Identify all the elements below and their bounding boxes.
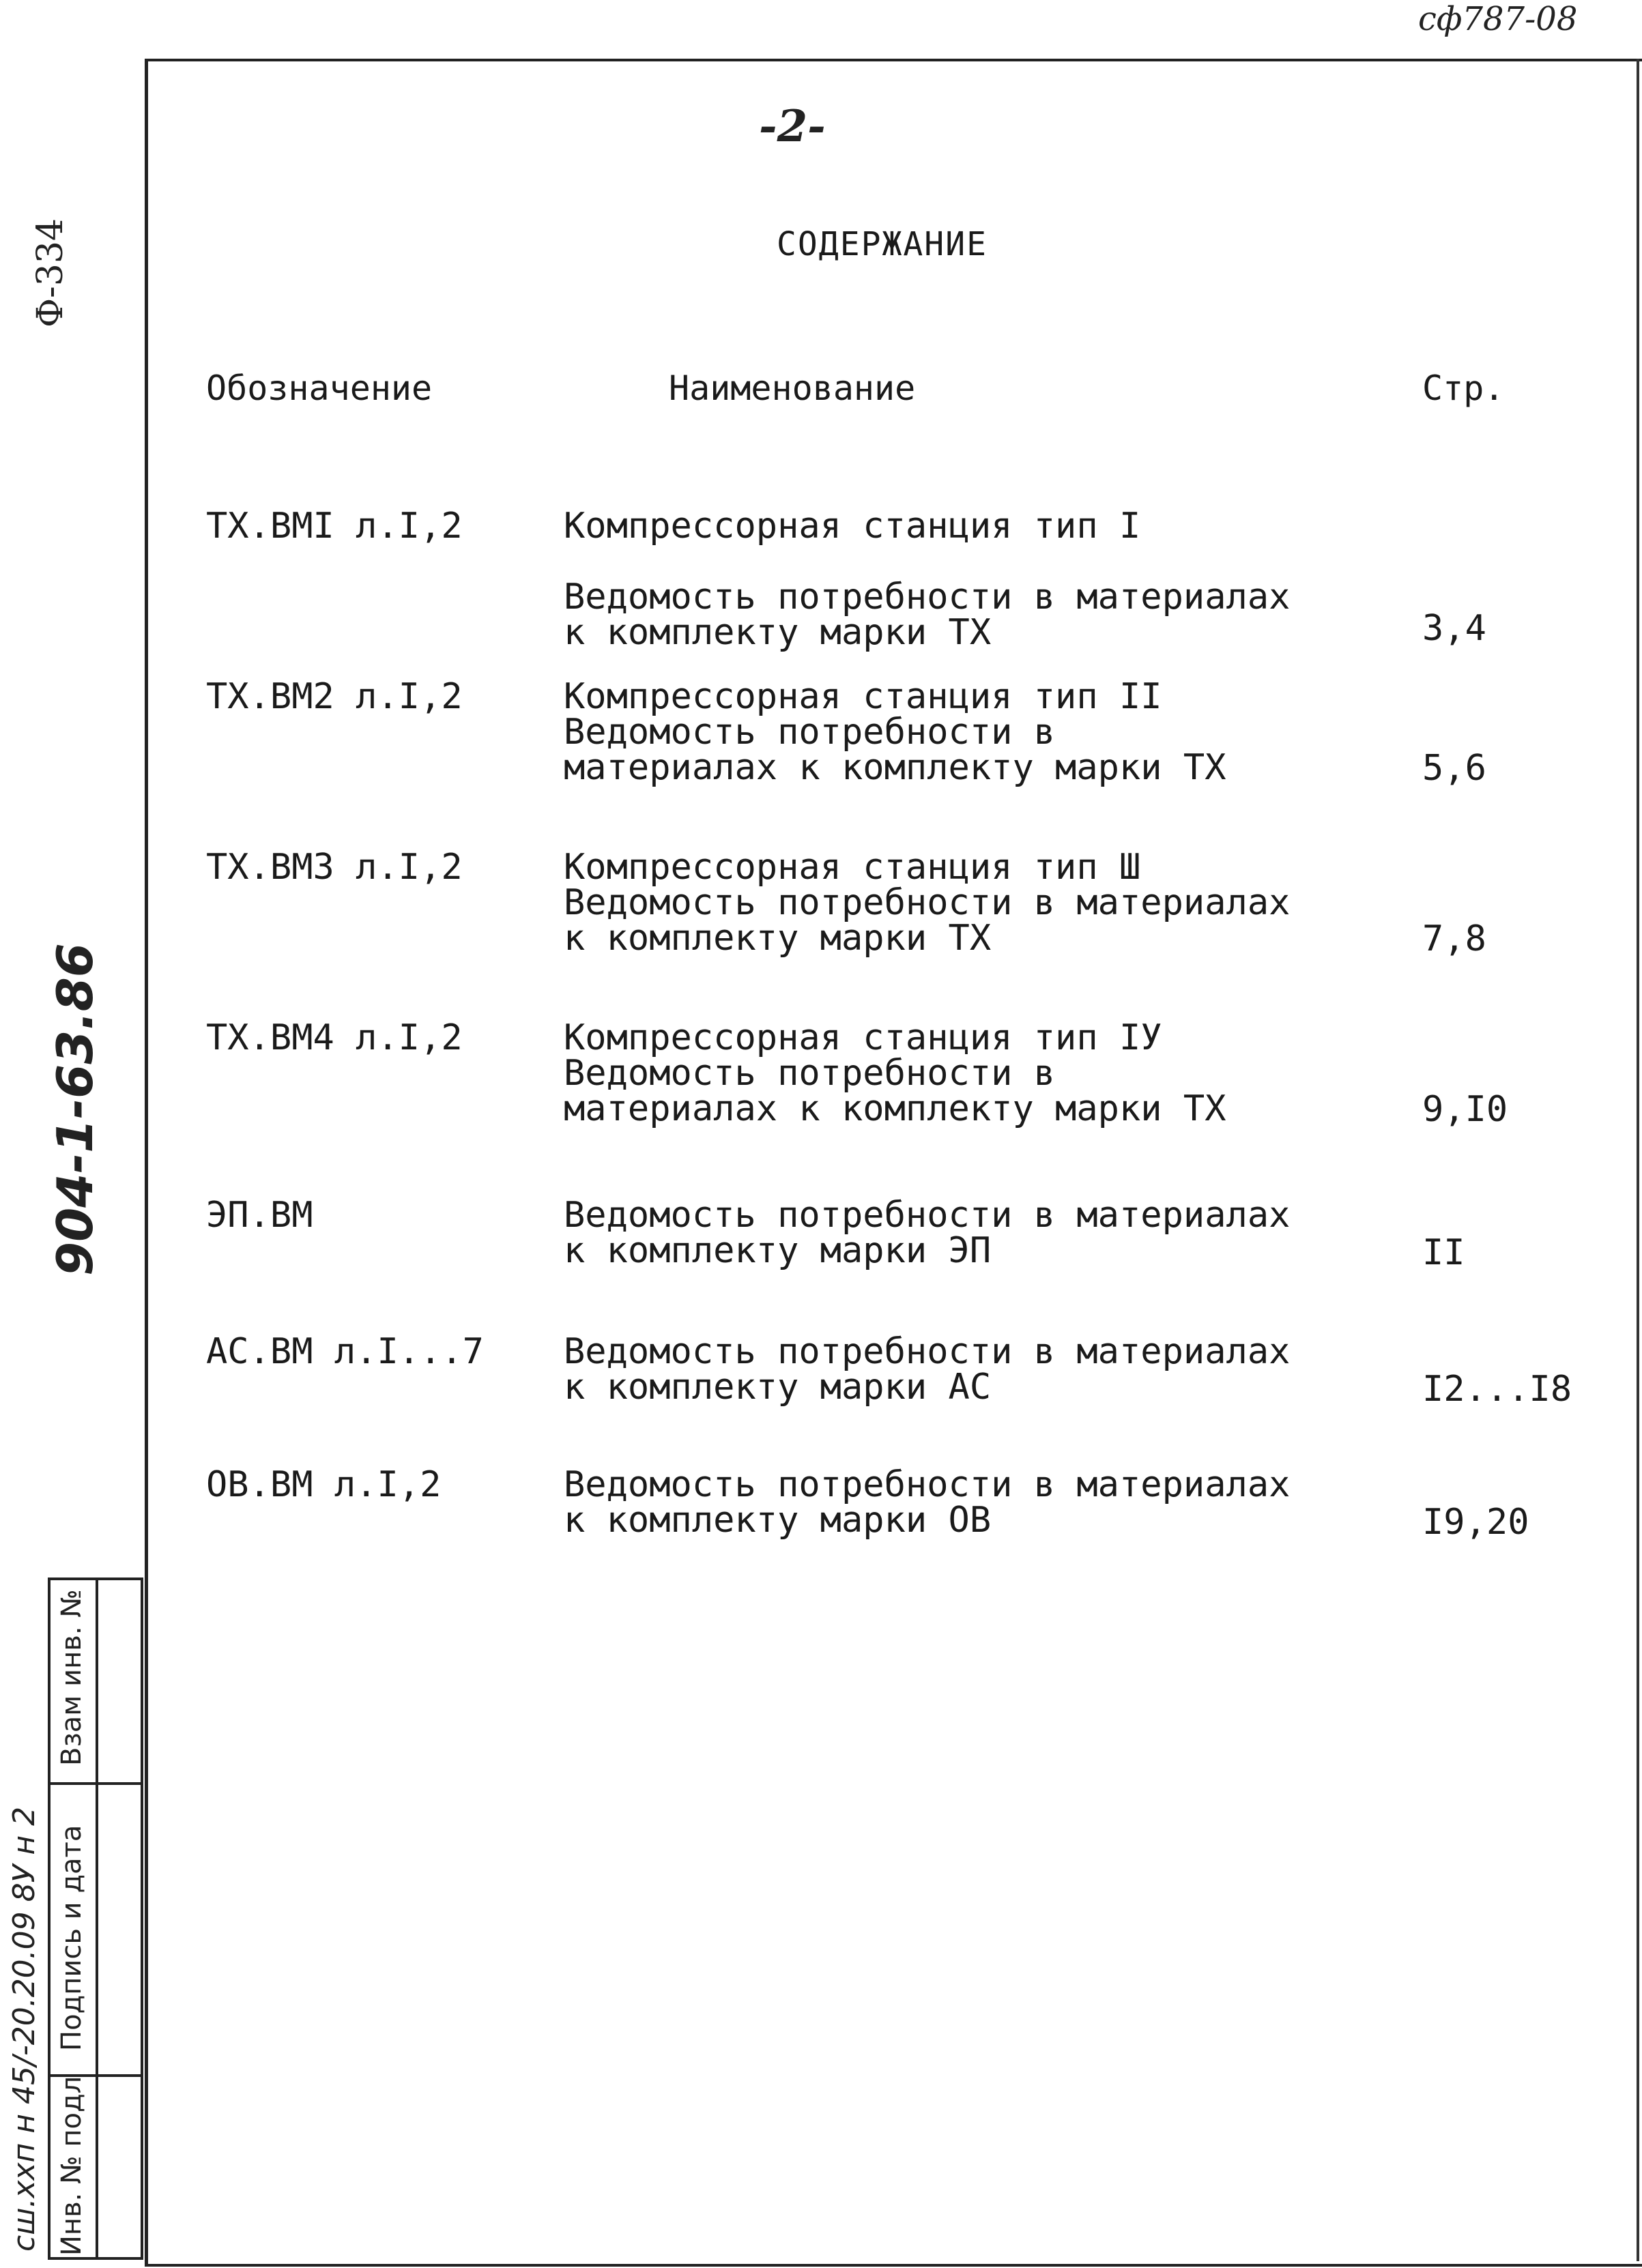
row-name-line: материалах к комплекту марки ТХ: [564, 747, 1226, 788]
row-designation: ЭП.ВМ: [206, 1195, 313, 1236]
row-page: 7,8: [1422, 918, 1486, 959]
row-designation: ТХ.ВМ3 л.I,2: [206, 847, 463, 888]
project-number: 904-1-63.86: [46, 943, 104, 1276]
form-code: Ф-334: [30, 218, 71, 328]
row-name-line: Ведомость потребности в материалах: [564, 1195, 1291, 1236]
stamp-row-line: [51, 1782, 141, 1785]
row-name-line: Ведомость потребности в материалах: [564, 577, 1291, 617]
row-designation: ТХ.ВМI л.I,2: [206, 506, 463, 547]
row-name-line: Компрессорная станция тип Ш: [564, 847, 1141, 888]
row-name-line: Ведомость потребности в: [564, 1053, 1056, 1094]
header-designation: Обозначение: [206, 368, 433, 408]
row-designation: ТХ.ВМ4 л.I,2: [206, 1017, 463, 1058]
stamp-vzam-inv: Взам инв. №: [56, 1589, 87, 1766]
header-name: Наименование: [669, 368, 916, 408]
row-page: II: [1422, 1232, 1465, 1273]
page-number: -2-: [759, 101, 826, 152]
row-designation: АС.ВМ л.I...7: [206, 1331, 484, 1372]
row-designation: ОВ.ВМ л.I,2: [206, 1464, 442, 1505]
row-name-line: к комплекту марки ЭП: [564, 1230, 992, 1271]
row-name-line: к комплекту марки АС: [564, 1367, 992, 1408]
stamp-handwritten-note: сш.ххп н 45/-20.20.09 8У н 2: [7, 1806, 42, 2252]
stamp-divider: [96, 1580, 98, 2257]
header-page: Стр.: [1422, 368, 1505, 408]
row-name-line: к комплекту марки ОВ: [564, 1500, 992, 1541]
row-name-line: материалах к комплекту марки ТХ: [564, 1088, 1226, 1129]
row-name-line: Компрессорная станция тип I: [564, 506, 1141, 547]
frame-right-edge: [1637, 59, 1639, 2261]
row-name-line: Ведомость потребности в: [564, 712, 1056, 753]
document-code: сф787-08: [1418, 0, 1578, 38]
contents-title: СОДЕРЖАНИЕ: [777, 225, 988, 263]
row-page: 9,I0: [1422, 1089, 1508, 1130]
row-name-line: к комплекту марки ТХ: [564, 918, 992, 959]
row-designation: ТХ.ВМ2 л.I,2: [206, 676, 463, 717]
row-page: 5,6: [1422, 748, 1486, 789]
row-name-line: Ведомость потребности в материалах: [564, 1331, 1291, 1372]
row-page: I2...I8: [1422, 1369, 1572, 1410]
row-name-line: Ведомость потребности в материалах: [564, 882, 1291, 923]
row-name-line: Компрессорная станция тип II: [564, 676, 1162, 717]
row-name-line: к комплекту марки ТХ: [564, 612, 992, 653]
stamp-inv-podl: Инв. № подл: [56, 2076, 87, 2256]
row-name-line: Компрессорная станция тип IУ: [564, 1017, 1162, 1058]
row-page: I9,20: [1422, 1502, 1529, 1543]
stamp-signature-date: Подпись и дата: [56, 1824, 87, 2051]
row-page: 3,4: [1422, 608, 1486, 649]
row-name-line: Ведомость потребности в материалах: [564, 1464, 1291, 1505]
